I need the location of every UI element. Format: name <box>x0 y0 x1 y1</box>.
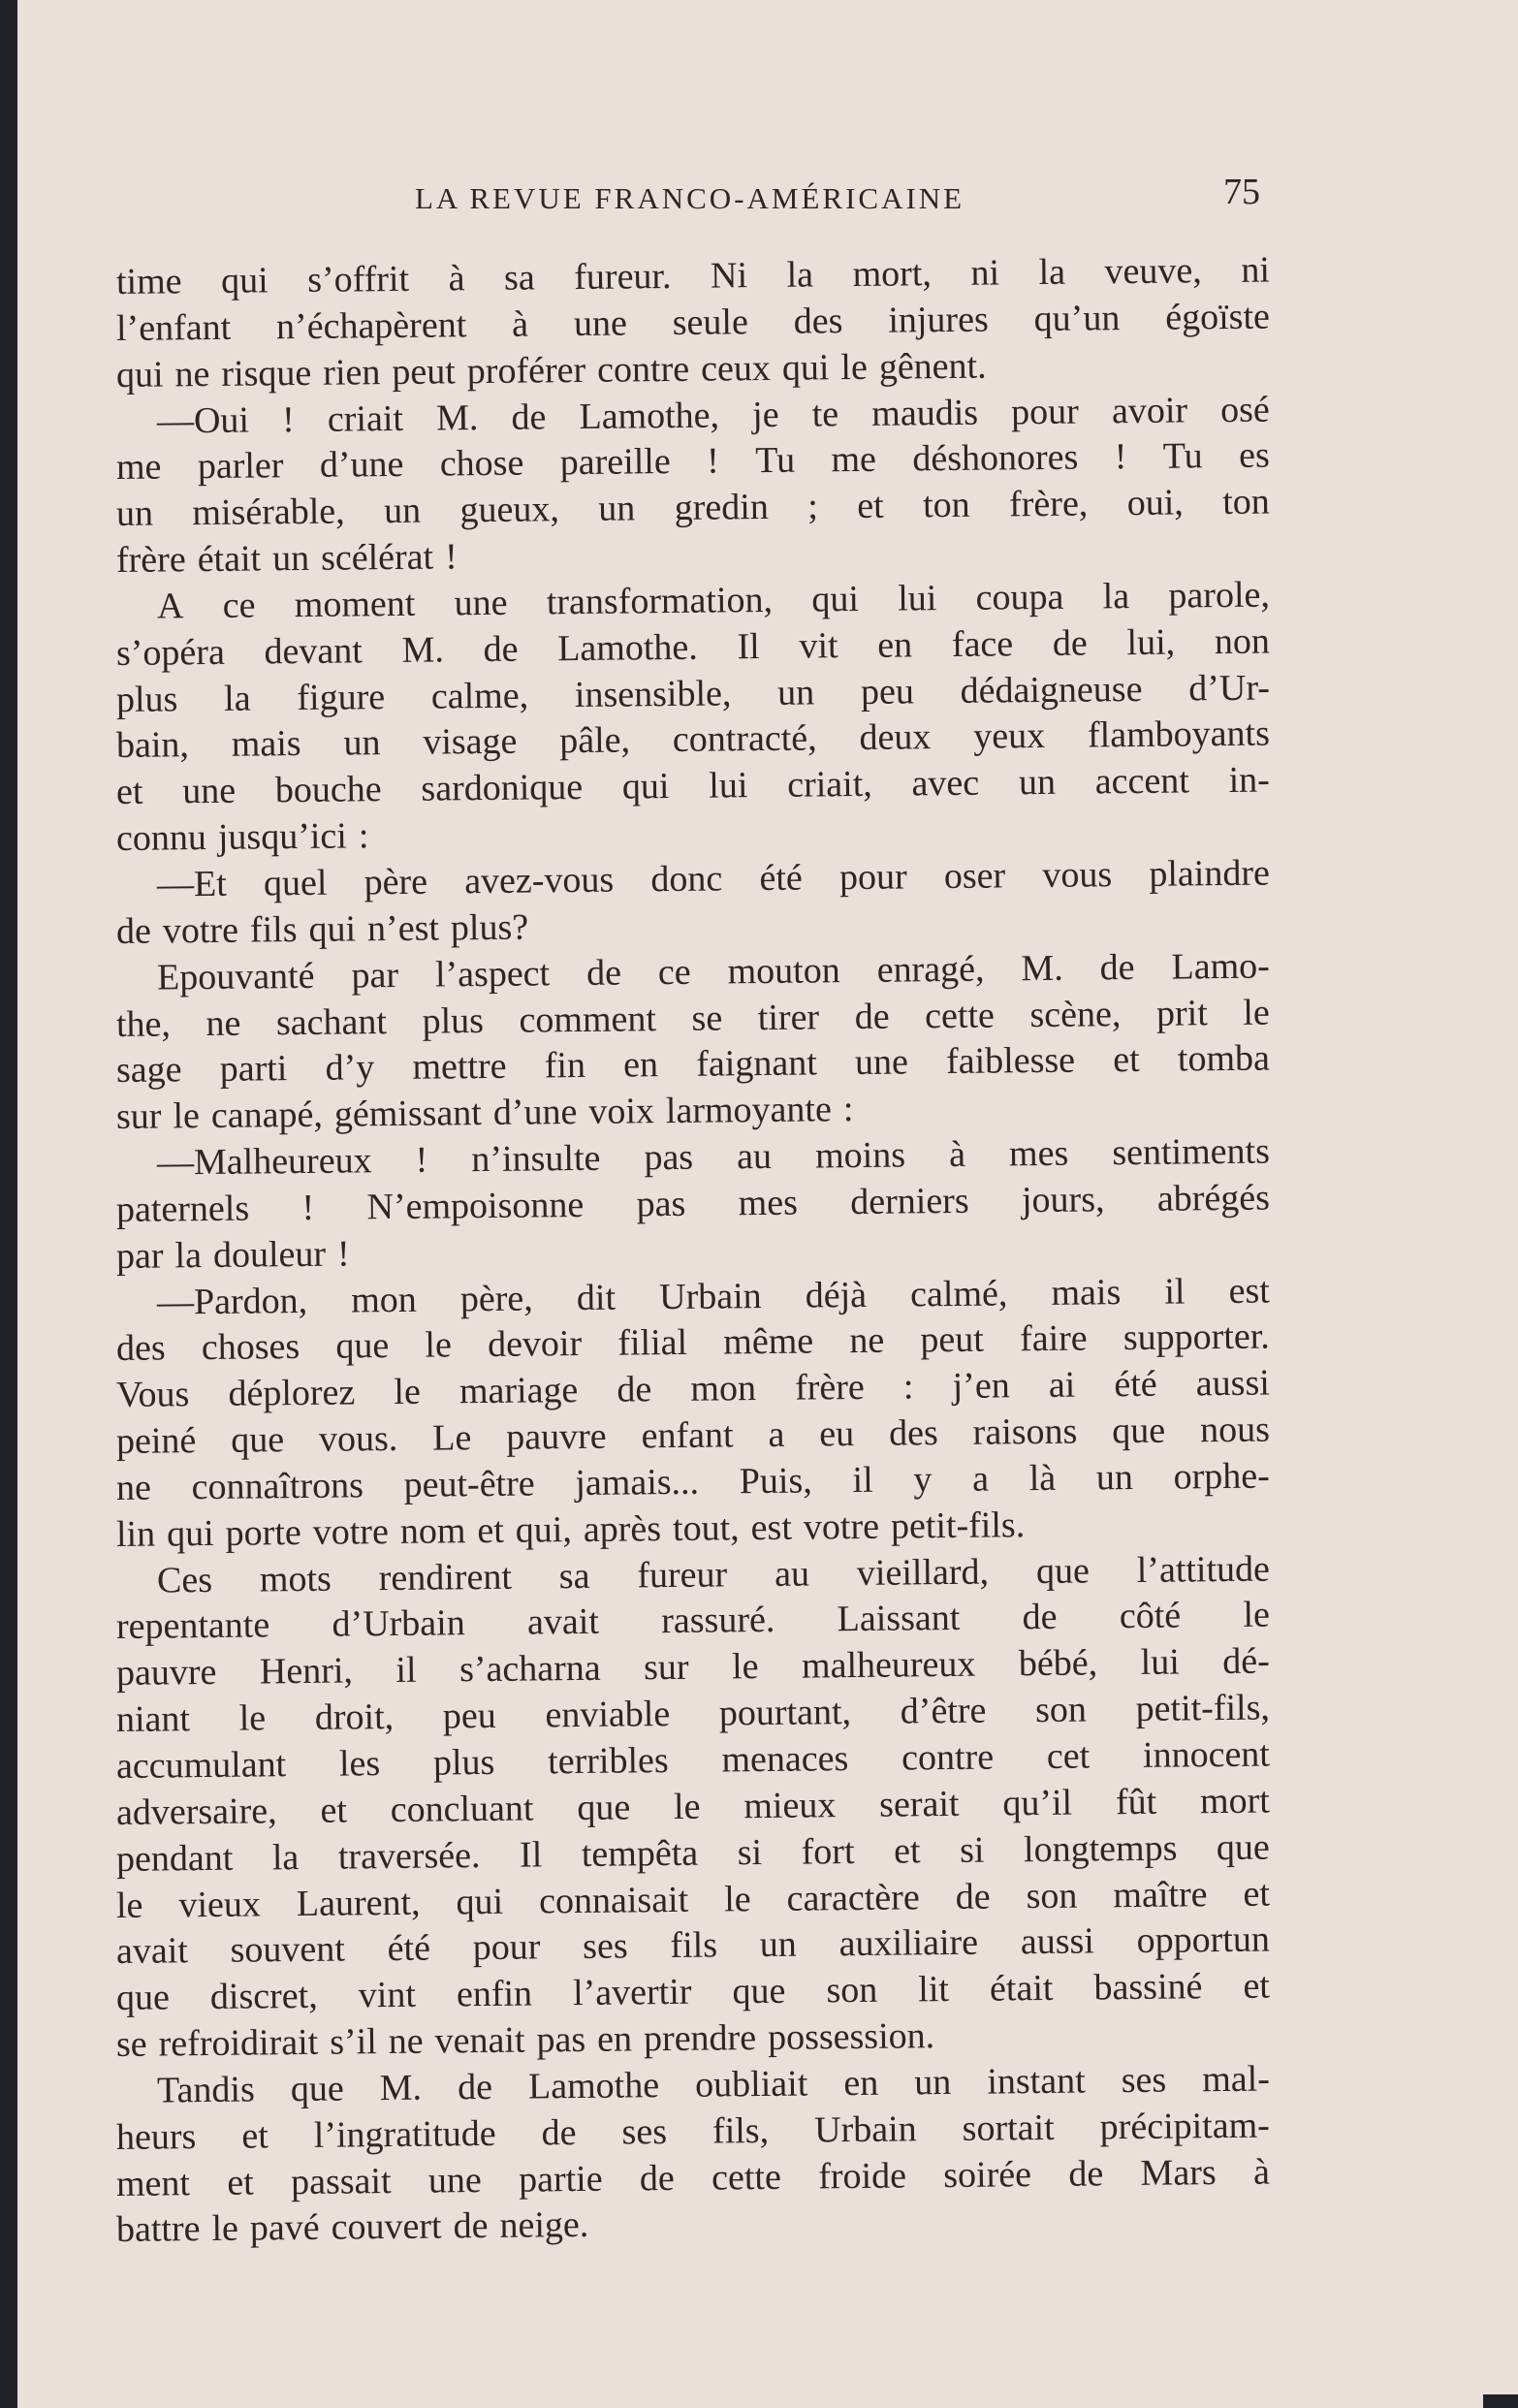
text-line: et une bouche sardonique qui lui criait, avec un accent in- <box>115 759 1271 813</box>
text-line: pendant la traversée. Il tempêta si fort et si longtemps que <box>115 1826 1271 1880</box>
text-line: par la douleur ! <box>115 1233 350 1277</box>
body-text <box>115 249 1271 2254</box>
text-line: avait souvent été pour ses fils un auxiliaire aussi opportun <box>115 1918 1271 1973</box>
text-line: qui ne risque rien peut proférer contre ceux qui le gênent. <box>115 345 987 396</box>
text-line: lin qui porte votre nom et qui, après tout, est votre petit-fils. <box>115 1504 1026 1555</box>
text-line: heurs et l’ingratitude de ses fils, Urbain sortait précipitam- <box>115 2105 1271 2158</box>
text-line: frère était un scélérat ! <box>115 536 458 582</box>
text-line: —Malheureux ! n’insulte pas au moins à mes sentiments <box>156 1130 1271 1184</box>
page-corner-shadow <box>1483 2394 1518 2408</box>
text-line: le vieux Laurent, qui connaisait le caractère de son maître et <box>115 1873 1271 1926</box>
text-line: time qui s’offrit à sa fureur. Ni la mort, ni la veuve, ni <box>115 249 1271 302</box>
text-line: paternels ! N’empoisonne pas mes derniers jours, abrégés <box>115 1177 1271 1230</box>
text-line: —Pardon, mon père, dit Urbain déjà calmé, mais il est <box>156 1270 1271 1323</box>
text-line: peiné que vous. Le pauvre enfant a eu des raisons que nous <box>115 1409 1271 1463</box>
text-line: battre le pavé couvert de neige. <box>115 2204 589 2251</box>
text-line: A ce moment une transformation, qui lui coupa la parole, <box>156 574 1271 627</box>
running-title: LA REVUE FRANCO-AMÉRICAINE <box>415 181 965 215</box>
text-line: des choses que le devoir filial même ne peut faire supporter. <box>115 1315 1271 1370</box>
text-line: pauvre Henri, il s’acharna sur le malheureux bébé, lui dé- <box>115 1640 1271 1695</box>
text-line: the, ne sachant plus comment se tirer de cette scène, prit le <box>115 992 1271 1045</box>
text-line: ment et passait une partie de cette froide soirée de Mars à <box>115 2151 1271 2204</box>
text-line: Vous déplorez le mariage de mon frère : j’en ai été aussi <box>115 1362 1271 1416</box>
text-line: me parler d’une chose pareille ! Tu me déshonores ! Tu es <box>115 434 1270 489</box>
text-line: sage parti d’y mettre fin en faignant une faiblesse et tomba <box>115 1037 1271 1092</box>
text-line: se refroidirait s’il ne venait pas en prendre possession. <box>115 2015 935 2066</box>
text-line: ne connaîtrons peut-être jamais... Puis, il y a là un orphe- <box>115 1455 1271 1508</box>
text-line: Tandis que M. de Lamothe oubliait en un instant ses mal- <box>156 2058 1271 2111</box>
text-line: Ces mots rendirent sa fureur au vieillard, que l’attitude <box>156 1548 1271 1601</box>
text-line: un misérable, un gueux, un gredin ; et ton frère, oui, ton <box>115 481 1271 535</box>
text-line: de votre fils qui n’est plus? <box>115 906 529 952</box>
text-line: repentante d’Urbain avait rassuré. Laissant de côté le <box>115 1595 1271 1648</box>
text-line: connu jusqu’ici : <box>115 815 369 860</box>
text-line: s’opéra devant M. de Lamothe. Il vit en face de lui, non <box>115 620 1271 674</box>
text-line: Epouvanté par l’aspect de ce mouton enragé, M. de Lamo- <box>156 945 1271 998</box>
text-line: adversaire, et concluant que le mieux serait qu’il fût mort <box>115 1780 1271 1833</box>
text-line: —Oui ! criait M. de Lamothe, je te maudis pour avoir osé <box>156 389 1271 442</box>
text-line: l’enfant n’échapèrent à une seule des injures qu’un égoïste <box>115 296 1271 349</box>
text-line: que discret, vint enfin l’avertir que son lit était bassiné et <box>115 1965 1271 2019</box>
text-line: accumulant les plus terribles menaces contre cet innocent <box>115 1733 1271 1787</box>
text-line: niant le droit, peu enviable pourtant, d’être son petit-fils, <box>115 1687 1271 1741</box>
text-line: plus la figure calme, insensible, un peu dédaigneuse d’Ur- <box>115 667 1271 720</box>
page-shadow-edge <box>0 0 17 2408</box>
text-line: sur le canapé, gémissant d’une voix larmoyante : <box>115 1089 854 1138</box>
text-line: —Et quel père avez-vous donc été pour oser vous plaindre <box>156 852 1271 905</box>
text-line: bain, mais un visage pâle, contracté, deux yeux flamboyants <box>115 713 1271 767</box>
page-number: 75 <box>1223 172 1260 212</box>
